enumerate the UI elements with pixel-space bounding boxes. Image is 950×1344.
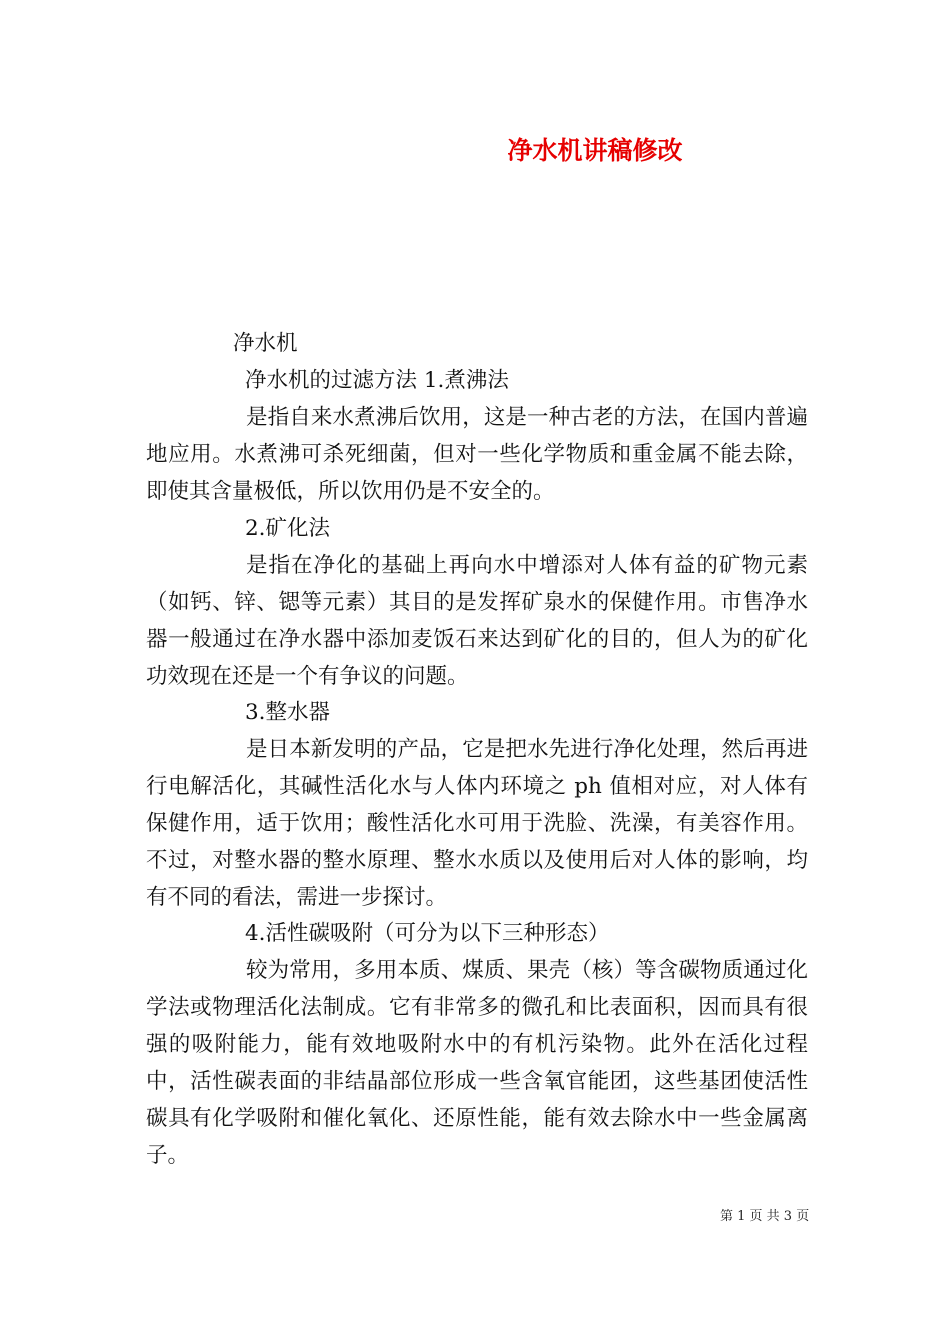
section-1-heading: 净水机的过滤方法 1.煮沸法 — [245, 368, 509, 393]
document-title: 净水机讲稿修改 — [507, 136, 683, 165]
section-3-heading: 3.整水器 — [245, 700, 331, 725]
section-2-heading: 2.矿化法 — [245, 516, 331, 541]
section-2-paragraph: 是指在净化的基础上再向水中增添对人体有益的矿物元素（如钙、锌、锶等元素）其目的是发挥矿泉水的保健作用。市售净水器一般通过在净水器中添加麦饭石来达到矿化的目的，但人为的矿化功效现在还是一个有争议的问题。 — [146, 553, 808, 689]
page-number: 第 1 页 共 3 页 — [720, 1209, 810, 1224]
section-3-paragraph: 是日本新发明的产品，它是把水先进行净化处理，然后再进行电解活化，其碱性活化水与人体内环境之 ph 值相对应，对人体有保健作用，适于饮用；酸性活化水可用于洗脸、洗澡，有美容作用。不过，对整水器的整水原理、整水水质以及使用后对人体的影响，均有不同的看法，需进一步探讨。 — [146, 737, 808, 910]
section-1-paragraph: 是指自来水煮沸后饮用，这是一种古老的方法，在国内普遍地应用。水煮沸可杀死细菌，但对一些化学物质和重金属不能去除，即使其含量极低，所以饮用仍是不安全的。 — [146, 405, 808, 504]
section-2-body — [146, 547, 808, 695]
section-4-heading: 4.活性碳吸附（可分为以下三种形态） — [245, 921, 610, 946]
section-1-body — [146, 399, 808, 510]
heading: 净水机 — [233, 331, 298, 356]
section-4-paragraph: 较为常用，多用本质、煤质、果壳（核）等含碳物质通过化学法或物理活化法制成。它有非常多的微孔和比表面积，因而具有很强的吸附能力，能有效地吸附水中的有机污染物。此外在活化过程中，活性碳表面的非结晶部位形成一些含氧官能团，这些基团使活性碳具有化学吸附和催化氧化、还原性能，能有效去除水中一些金属离子。 — [146, 958, 808, 1168]
section-4-body — [146, 952, 808, 1174]
section-3-body — [146, 731, 808, 916]
